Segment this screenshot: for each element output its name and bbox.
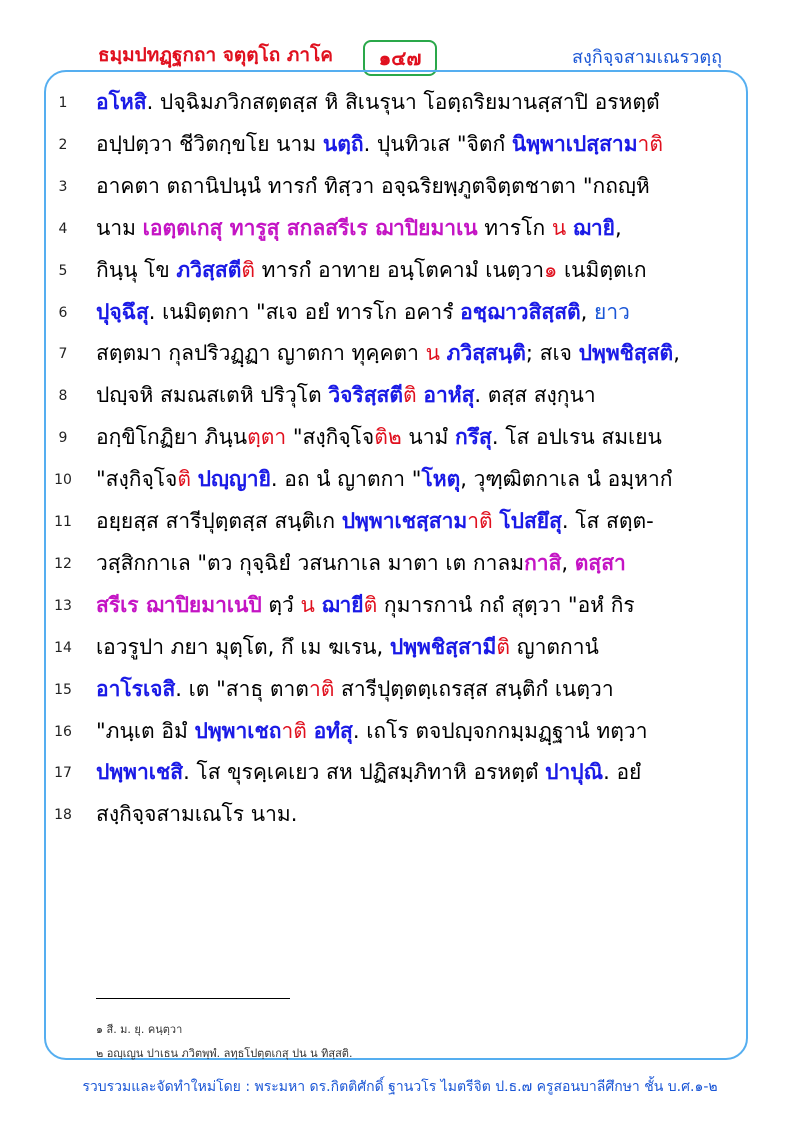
line-text (96, 756, 724, 789)
line-number: 6 (58, 304, 68, 321)
highlighted-word: าติ (637, 131, 663, 156)
text-line (0, 292, 800, 332)
highlighted-word: าติ (281, 718, 307, 743)
line-number: 7 (58, 346, 68, 363)
highlighted-word: ตสฺสา (574, 550, 626, 575)
line-text (96, 212, 724, 245)
line-number: 1 (58, 95, 68, 111)
text-line (0, 375, 800, 415)
line-number: 17 (54, 765, 72, 782)
text-run: . ปจฺฉิมภวิกสตฺตสฺส หิ สิเนรุนา โอตฺถริยมานสฺสาปิ อรหตฺตํ (146, 90, 660, 114)
text-run: อาคตา ตถานิปนฺนํ ทารกํ ทิสฺวา อจฺฉริยพฺภูตจิตฺตชาตา "กถญฺหิ (96, 173, 650, 198)
highlighted-word: อาหํสุ (423, 383, 475, 408)
text-run: สตฺตมา กุลปริวฏฺฏา ญาตกา ทุคฺคตา (96, 341, 426, 366)
highlighted-word: ติ (177, 467, 191, 492)
text-line (0, 669, 800, 709)
text-run: อปฺปตฺวา ชีวิตกฺขโย นาม (96, 131, 323, 156)
line-text (96, 589, 724, 622)
highlighted-word: นิพฺพาเปสฺสาม (511, 131, 638, 156)
text-run: . อยํ (603, 760, 642, 785)
line-number: 10 (54, 472, 72, 489)
highlighted-word: ติ (363, 592, 378, 617)
highlighted-word: อาโรเจสิ (96, 676, 176, 701)
highlighted-word: ภวิสฺสนฺติ (446, 341, 526, 366)
highlighted-word: อโหสิ (96, 90, 147, 114)
highlighted-word: กรึสุ (455, 425, 492, 450)
line-number: 2 (58, 136, 68, 153)
line-number: 14 (54, 639, 72, 656)
text-run: นาม (96, 215, 143, 240)
text-run: วสฺสิกกาเล "ตว กุจฺฉิยํ วสนกาเล มาตา เต กาลม (96, 550, 525, 575)
highlighted-word: เอตฺตเกสุ ทารูสุ สกลสรีเร ฌาปิยมาเน (142, 215, 478, 240)
text-line (0, 585, 800, 625)
text-run: . เนมิตฺตกา "สเจ อยํ ทารโก อคารํ (148, 299, 461, 324)
text-run: , (614, 215, 622, 240)
highlighted-word: อชฺฌาวสิสฺสติ (460, 299, 581, 324)
text-run: "ภนฺเต อิมํ (96, 718, 195, 743)
line-number: 16 (54, 723, 72, 740)
text-line (0, 794, 800, 834)
line-number: 15 (54, 681, 72, 698)
text-line (0, 417, 800, 457)
text-run: อกฺขิโกฏิยา ภินฺน (96, 425, 248, 450)
highlighted-word: ตฺตา (247, 425, 287, 450)
text-run: "สงฺกิจฺโจ (286, 425, 375, 450)
line-text (96, 715, 724, 748)
text-line (0, 333, 800, 373)
highlighted-word: ภวิสฺสตี (176, 257, 242, 282)
page-header-right: สงฺกิจฺจสามเณรวตฺถุ (572, 47, 722, 68)
line-number: 18 (54, 807, 72, 824)
highlighted-word: ติ (374, 425, 388, 450)
text-run: , (561, 550, 575, 575)
highlighted-word: ติ (241, 257, 255, 282)
text-run: , วุฑฺฒิตกาเล นํ อมฺหากํ (460, 467, 673, 492)
line-text (96, 170, 724, 203)
highlighted-word: ฌายี (321, 592, 364, 617)
line-text (96, 798, 724, 831)
text-run (566, 216, 573, 240)
text-line (0, 627, 800, 667)
page-number-badge: ๑๔๗ (363, 40, 437, 76)
line-text (96, 631, 724, 664)
highlighted-word: ปพฺพชิสฺสติ (578, 341, 674, 366)
highlighted-word: ฌายิ (572, 215, 615, 240)
highlighted-word: น (551, 215, 567, 240)
text-run (307, 719, 314, 743)
text-line (0, 459, 800, 499)
line-number: 13 (54, 597, 72, 614)
text-run: นามํ (401, 425, 456, 450)
text-run (191, 467, 198, 491)
text-run: . ตสฺส สงฺกุนา (474, 383, 596, 408)
highlighted-word: โหตุ (421, 467, 461, 492)
highlighted-word: ปพฺพาเชถ (194, 718, 282, 743)
highlighted-word: าติ (308, 676, 335, 701)
highlighted-word: สรีเร ฌาปิยมาเนปิ (96, 592, 262, 617)
line-text (96, 86, 724, 119)
line-text (96, 379, 724, 412)
text-run: ; สเจ (525, 341, 579, 366)
text-run: อยฺยสฺส สารีปุตฺตสฺส สนฺติเก (96, 509, 342, 533)
line-text (96, 296, 724, 329)
line-text (96, 673, 724, 706)
highlighted-word: น (425, 341, 440, 366)
line-text (96, 547, 724, 580)
footnote-2: ๒ อญฺเญน ปาเธน ภวิตพฺพํ. ลทฺธโปตฺตเกสุ ปน น ทิสฺสติ. (96, 1047, 353, 1060)
line-text (96, 463, 724, 496)
line-number: 11 (54, 514, 72, 530)
highlighted-word: ยาว (594, 299, 630, 324)
highlighted-word: ติ (403, 383, 417, 408)
text-run (440, 341, 447, 365)
line-number: 8 (58, 388, 68, 405)
highlighted-word: ปุจฺฉึสุ (96, 299, 149, 324)
text-run: . ปุนทิวเส "จิตกํ (363, 131, 512, 156)
highlighted-word: ปพฺพาเชสฺสาม (341, 509, 468, 533)
text-line (0, 543, 800, 583)
highlighted-word: ติ (496, 634, 511, 659)
highlighted-word: ๑ (543, 257, 558, 282)
text-line (0, 752, 800, 792)
page-footer: รวบรวมและจัดทำใหม่โดย : พระมหา ดร.กิตติศักดิ์ ฐานวโร ไมตรีจิต ป.ธ.๗ ครูสอนบาลีศึกษา ชั้น บ.ศ.๑-๒ (82, 1079, 718, 1095)
text-run: . อถ นํ ญาตกา " (270, 467, 422, 492)
line-text (96, 505, 724, 538)
highlighted-word: ปญฺญายิ (197, 467, 271, 492)
text-run: "สงฺกิจฺโจ (96, 467, 178, 492)
footnote-rule (96, 998, 290, 999)
text-line (0, 250, 800, 290)
highlighted-word: นตฺถิ (322, 131, 364, 156)
text-run: ญาตกานํ (510, 634, 599, 659)
highlighted-word: ปพฺพชิสฺสามี (389, 634, 497, 659)
text-line (0, 208, 800, 248)
text-line (0, 124, 800, 164)
text-run: . เต "สาธุ ตาต (175, 676, 309, 701)
text-run: กินฺนุ โข (96, 257, 177, 282)
text-line (0, 501, 800, 541)
highlighted-word: ๒ (387, 425, 402, 450)
text-run: ปญฺจหิ สมณสเตหิ ปริวุโต (96, 383, 329, 408)
line-number: 12 (54, 555, 72, 572)
highlighted-word: น (300, 592, 315, 617)
text-run: สงฺกิจฺจสามเณโร นาม. (96, 802, 298, 827)
line-number: 9 (58, 430, 68, 447)
line-number: 3 (58, 178, 68, 195)
text-line (0, 82, 800, 122)
highlighted-word: ปาปุณิ (545, 760, 604, 785)
text-run: สารีปุตฺตตฺเถรสฺส สนฺติกํ เนตฺวา (334, 676, 614, 701)
text-run: เนมิตฺตเก (557, 257, 647, 282)
text-run: ทารกํ อาทาย อนฺโตคามํ เนตฺวา (254, 257, 544, 282)
text-run: เอวรูปา ภยา มุตฺโต, กึ เม ฆเรน, (96, 634, 390, 659)
footnote-1: ๑ สี. ม. ยุ. คนฺตฺวา (96, 1023, 183, 1036)
highlighted-word: อทํสุ (313, 718, 353, 743)
highlighted-word: ปพฺพาเชสิ (96, 760, 184, 785)
line-text (96, 128, 724, 161)
line-number: 5 (58, 262, 68, 279)
text-run: กุมารกานํ กถํ สุตฺวา "อหํ กิร (377, 592, 635, 617)
highlighted-word: าติ (467, 509, 493, 533)
text-run: . โส ขุรคฺเคเยว สห ปฏิสมฺภิทาหิ อรหตฺตํ (183, 760, 546, 785)
text-run: ตฺวํ (261, 592, 301, 617)
text-run: . เถโร ตจปญฺจกกมฺมฏฺฐานํ ทตฺวา (352, 718, 648, 743)
text-run: . โส อปเรน สมเยน (491, 425, 662, 450)
text-run: . โส สตฺต- (561, 509, 654, 533)
text-line (0, 711, 800, 751)
text-line (0, 166, 800, 206)
text-run: , (673, 341, 680, 366)
text-run: , (580, 299, 595, 324)
line-text (96, 337, 724, 370)
highlighted-word: วิจริสฺสตี (328, 383, 403, 408)
line-text (96, 254, 724, 287)
highlighted-word: กาสิ (524, 550, 562, 575)
highlighted-word: โปสยึสุ (499, 509, 562, 533)
text-run: ทารโก (477, 215, 552, 240)
page-header-left: ธมฺมปทฏฺฐกถา จตุตฺโถ ภาโค (98, 44, 334, 66)
line-number: 4 (58, 220, 68, 237)
line-text (96, 421, 724, 454)
text-run (315, 593, 322, 617)
